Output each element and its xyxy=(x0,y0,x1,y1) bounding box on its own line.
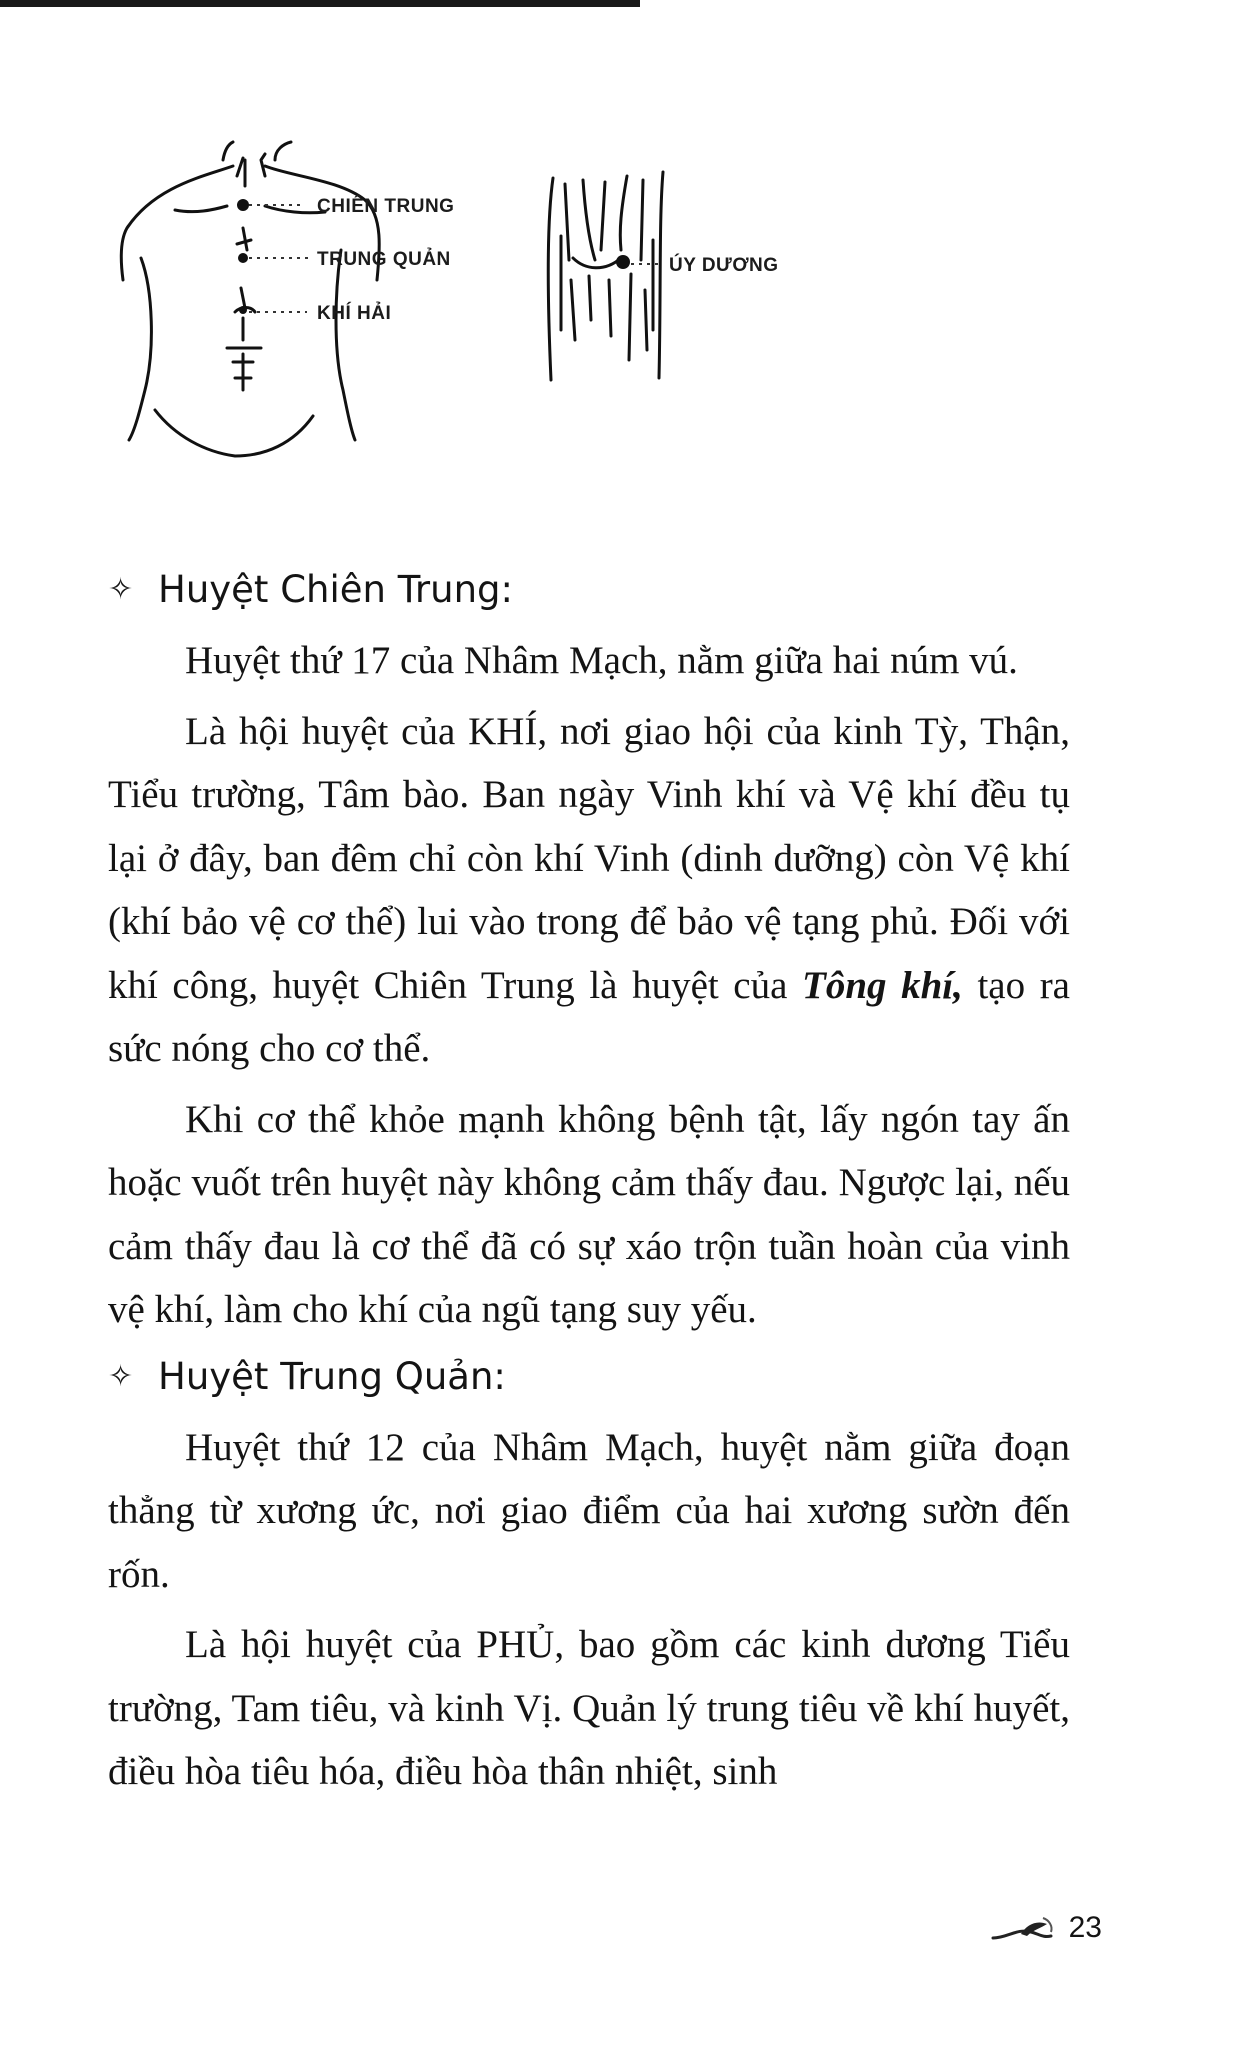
section-heading xyxy=(108,558,1070,622)
scan-edge-bar xyxy=(0,0,640,7)
diamond-bullet-icon: ✧ xyxy=(108,572,134,607)
page-footer xyxy=(987,1908,1102,1948)
label-chien-trung: CHIÊN TRUNG xyxy=(317,196,455,217)
label-uy-duong: ÚY DƯƠNG xyxy=(669,255,779,276)
paragraph: Huyệt thứ 12 của Nhâm Mạch, huyệt nằm giữa đoạn thẳng từ xương ức, nơi giao điểm của hai xương sườn đến rốn. xyxy=(108,1425,1070,1596)
acupoint-figure xyxy=(115,140,1075,520)
paragraph: Là hội huyệt của KHÍ, nơi giao hội của kinh Tỳ, Thận, Tiểu trường, Tâm bào. Ban ngày Vinh khí và Vệ khí đều tụ lại ở đây, ban đêm chỉ còn khí Vinh (dinh dưỡng) còn Vệ khí (khí bảo vệ cơ thể) lui vào trong để bảo vệ tạng phủ. Đối với khí công, huyệt Chiên Trung là huyệt của Tông khí, tạo ra sức nóng cho cơ thể. xyxy=(108,709,1070,1070)
label-khi-hai: KHÍ HẢI xyxy=(317,303,392,324)
paragraph: Huyệt thứ 17 của Nhâm Mạch, nằm giữa hai núm vú. xyxy=(185,639,1018,682)
knee-drawing xyxy=(548,172,663,380)
label-trung-quan: TRUNG QUẢN xyxy=(317,249,451,270)
diamond-bullet-icon: ✧ xyxy=(108,1358,134,1394)
page-number: 23 xyxy=(1068,1911,1102,1944)
section-heading xyxy=(108,1345,1070,1409)
acupoint-illustration xyxy=(115,140,1075,520)
ornament-icon xyxy=(987,1908,1067,1948)
paragraph: Khi cơ thể khỏe mạnh không bệnh tật, lấy ngón tay ấn hoặc vuốt trên huyệt này không cảm thấy đau. Ngược lại, nếu cảm thấy đau là cơ thể đã có sự xáo trộn tuần hoàn của vinh vệ khí, làm cho khí của ngũ tạng suy yếu. xyxy=(108,1097,1070,1331)
paragraph: Là hội huyệt của PHỦ, bao gồm các kinh dương Tiểu trường, Tam tiêu, và kinh Vị. Quản lý trung tiêu về khí huyết, điều hòa tiêu hóa, điều hòa thân nhiệt, sinh xyxy=(108,1623,1070,1793)
heading-text: Huyệt Chiên Trung: xyxy=(158,568,513,611)
heading-text: Huyệt Trung Quản: xyxy=(158,1354,506,1398)
page-text xyxy=(108,558,1070,1804)
torso-labels xyxy=(317,195,454,324)
torso-leader-lines xyxy=(249,205,311,312)
emphasis-tong-khi: Tông khí, xyxy=(802,963,963,1007)
torso-drawing xyxy=(121,142,379,456)
knee-point xyxy=(616,255,630,269)
